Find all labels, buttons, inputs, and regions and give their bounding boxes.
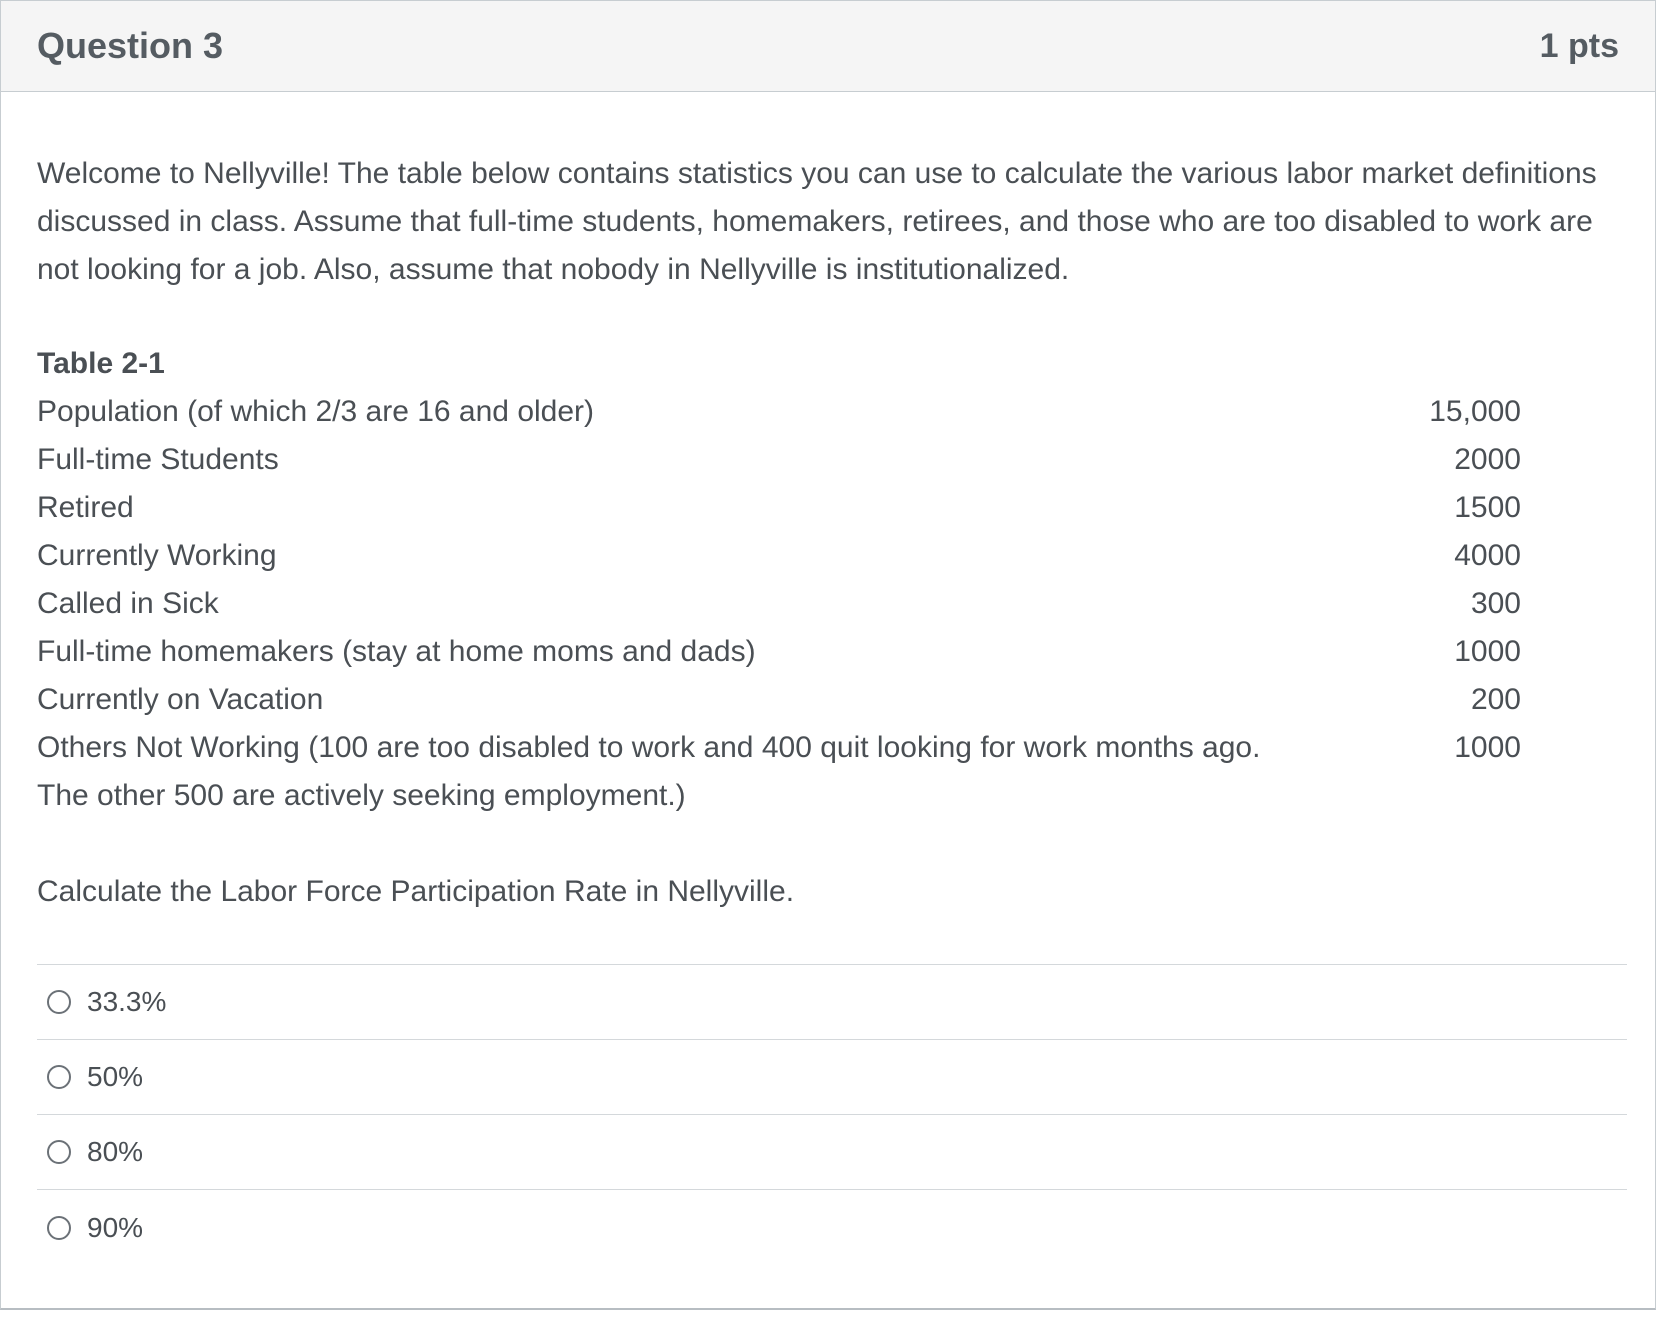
table-row — [37, 724, 1521, 820]
stat-label: Retired — [37, 491, 134, 524]
question-points: 1 pts — [1539, 26, 1619, 65]
radio-button[interactable] — [47, 1216, 71, 1240]
stat-value: 4000 — [1454, 539, 1521, 572]
answer-label[interactable]: 33.3% — [87, 986, 167, 1017]
stat-label: Currently on Vacation — [37, 683, 324, 716]
table-row — [37, 484, 1521, 532]
answer-label[interactable]: 50% — [87, 1061, 144, 1092]
stat-value: 1500 — [1454, 491, 1521, 524]
stat-label: Currently Working — [37, 539, 277, 572]
radio-button[interactable] — [47, 990, 71, 1014]
table-title: Table 2-1 — [37, 347, 165, 380]
answer-option[interactable] — [37, 965, 1627, 1040]
question-prompt: Calculate the Labor Force Participation Rate in Nellyville. — [37, 875, 795, 908]
table-row — [37, 580, 1521, 628]
answer-label[interactable]: 80% — [87, 1136, 144, 1167]
question-header — [1, 1, 1655, 92]
stat-label: Others Not Working (100 are too disabled to work and 400 quit looking for work months ago. The other 500 are actively seeking employment.) — [37, 731, 1261, 812]
table-row — [37, 628, 1521, 676]
stat-value: 15,000 — [1429, 395, 1521, 428]
stat-value: 200 — [1470, 683, 1521, 716]
question-body — [1, 150, 1655, 1265]
stat-value: 300 — [1470, 587, 1521, 620]
stat-value: 2000 — [1454, 443, 1521, 476]
stat-value: 1000 — [1454, 731, 1521, 764]
answer-option[interactable] — [37, 1040, 1627, 1115]
table-row — [37, 676, 1521, 724]
radio-button[interactable] — [47, 1140, 71, 1164]
stats-table — [37, 388, 1521, 820]
question-title: Question 3 — [37, 25, 224, 66]
answer-option[interactable] — [37, 1115, 1627, 1190]
table-row — [37, 388, 1521, 436]
stat-label: Full-time homemakers (stay at home moms and dads) — [37, 635, 756, 668]
table-row — [37, 532, 1521, 580]
answer-option[interactable] — [37, 1190, 1627, 1265]
answer-label[interactable]: 90% — [87, 1211, 144, 1243]
stat-value: 1000 — [1454, 635, 1521, 668]
radio-button[interactable] — [47, 1065, 71, 1089]
table-row — [37, 436, 1521, 484]
question-intro: Welcome to Nellyville! The table below contains statistics you can use to calculate the various labor market definitions discussed in class. Assume that full-time students, homemakers, retirees, and those who are too disabled to work are not looking for a job. Also, assume that nobody in Nellyville is institutionalized. — [37, 157, 1597, 286]
answer-list — [37, 964, 1627, 1265]
stat-label: Called in Sick — [37, 587, 219, 620]
stat-label: Population (of which 2/3 are 16 and older) — [37, 395, 595, 428]
stat-label: Full-time Students — [37, 443, 279, 476]
